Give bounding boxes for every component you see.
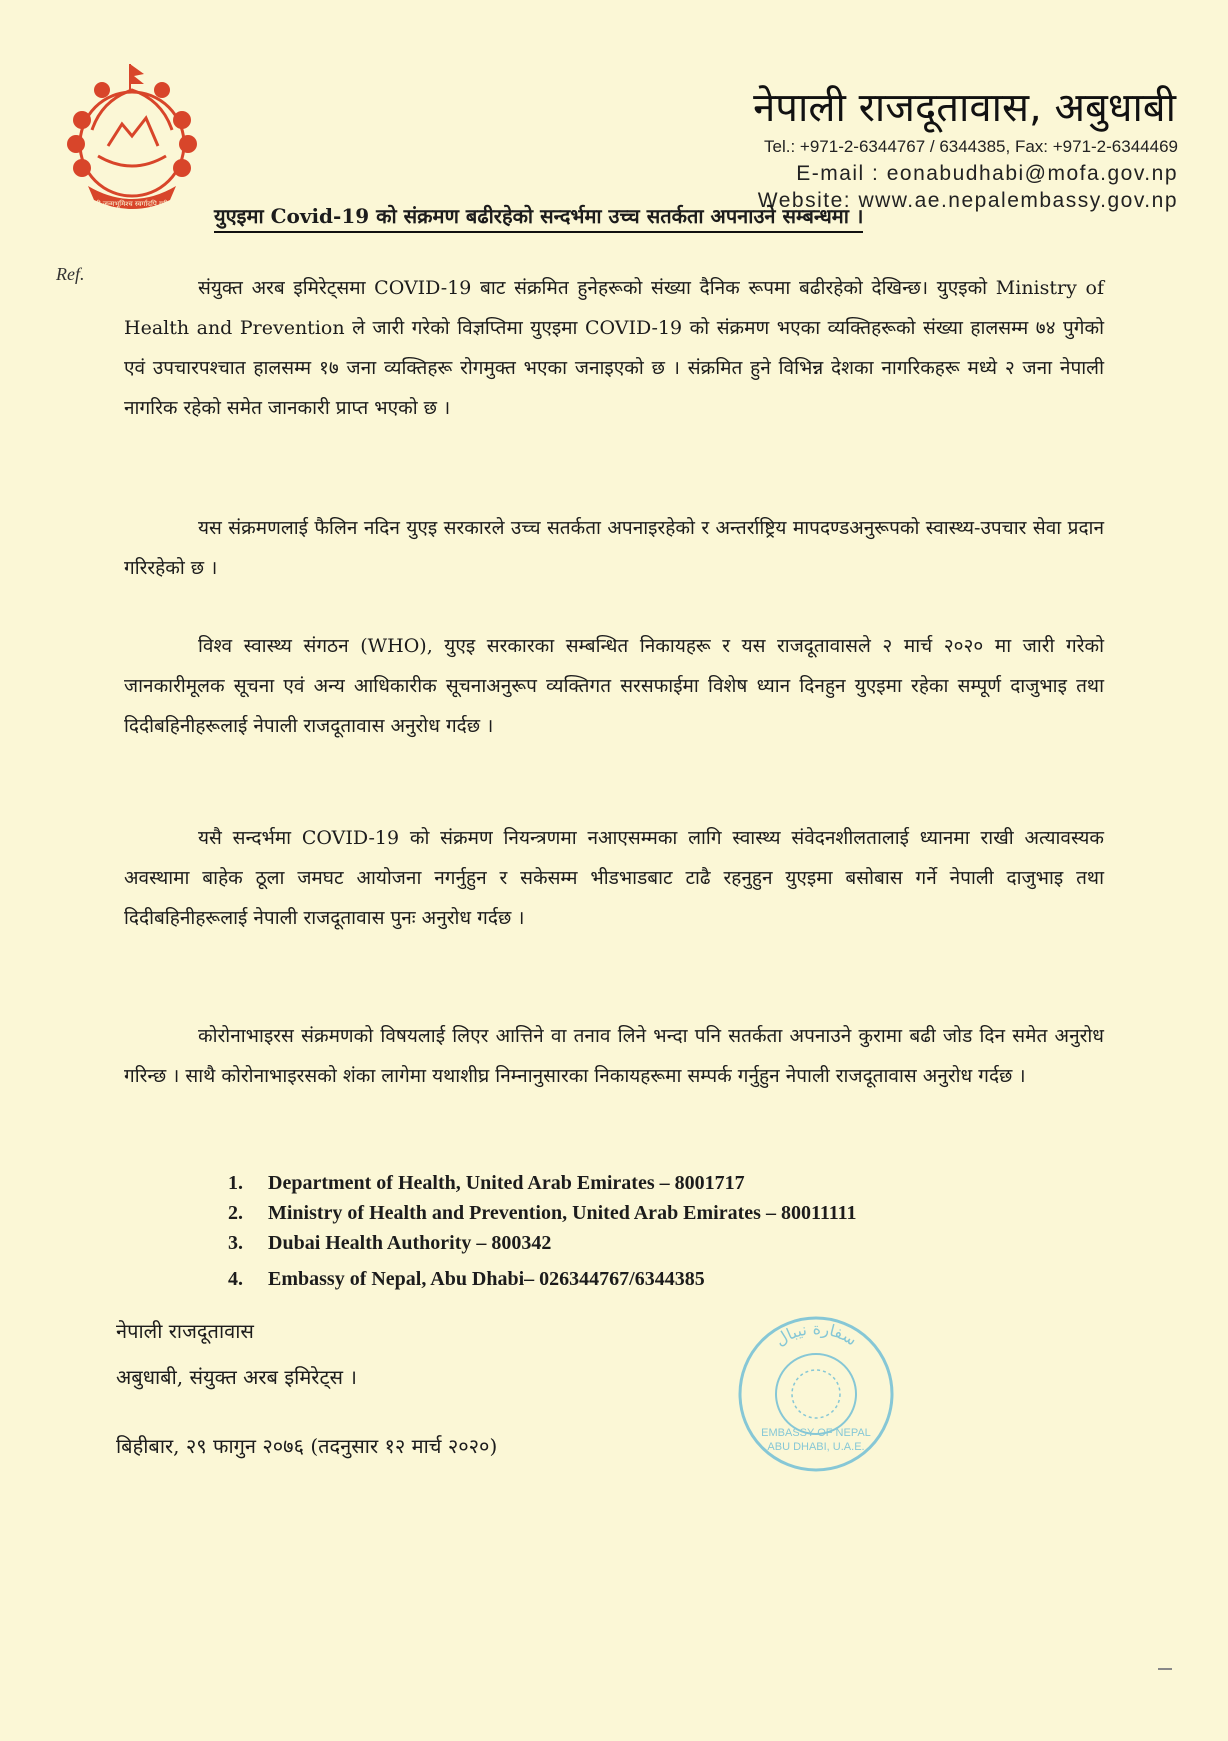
email-address: E-mail : eonabudhabi@mofa.gov.np	[796, 162, 1178, 185]
corner-mark	[1158, 1668, 1172, 1670]
subject-heading: युएइमा Covid-19 को संक्रमण बढीरहेको सन्दर्भमा उच्च सतर्कता अपनाउने सम्बन्धमा ।	[214, 202, 863, 233]
body-paragraph-4: यसै सन्दर्भमा COVID-19 को संक्रमण नियन्त्रणमा नआएसम्मका लागि स्वास्थ्य संवेदनशीलतालाई ध्यानमा राखी अत्यावस्यक अवस्थामा बाहेक ठूला जमघट आयोजना नगर्नुहुन र सकेसम्म भीडभाडबाट टाढै रहनुहुन युएइमा बसोबास गर्ने नेपाली दाजुभाइ तथा दिदीबहिनीहरूलाई नेपाली राजदूतावास पुनः अनुरोध गर्दछ ।	[124, 827, 1104, 929]
nepal-emblem-icon	[52, 60, 212, 220]
closing-line-2: अबुधाबी, संयुक्त अरब इमिरेट्स ।	[116, 1365, 358, 1389]
embassy-title: नेपाली राजदूतावास, अबुधाबी	[753, 85, 1176, 131]
list-item	[228, 1198, 857, 1228]
emergency-contacts-list	[228, 1168, 857, 1294]
list-item	[228, 1264, 857, 1294]
list-text: Embassy of Nepal, Abu Dhabi– 026344767/6344385	[268, 1268, 705, 1290]
body-paragraph-5: कोरोनाभाइरस संक्रमणको विषयलाई लिएर आत्तिने वा तनाव लिने भन्दा पनि सतर्कता अपनाउने कुरामा बढी जोड दिन समेत अनुरोध गरिन्छ । साथै कोरोनाभाइरसको शंका लागेमा यथाशीघ्र निम्नानुसारका निकायहरूमा सम्पर्क गर्नुहुन नेपाली राजदूतावास अनुरोध गर्दछ ।	[124, 1025, 1104, 1087]
list-text: Department of Health, United Arab Emirates – 8001717	[268, 1172, 745, 1194]
list-number: 1.	[228, 1172, 243, 1194]
list-text: Dubai Health Authority – 800342	[268, 1232, 552, 1254]
stamp-english-text-2: ABU DHABI, U.A.E.	[767, 1441, 865, 1453]
stamp-arabic-text: سفارة نيبال	[771, 1318, 861, 1350]
embassy-stamp-icon	[732, 1310, 900, 1478]
body-paragraph-1: संयुक्त अरब इमिरेट्‌समा COVID-19 बाट संक्रमित हुनेहरूको संख्या दैनिक रूपमा बढीरहेको देखिन्छ। युएइको Ministry of Health and Prevention ले जारी गरेको विज्ञप्तिमा युएइमा COVID-19 को संक्रमण भएका व्यक्तिहरूको संख्या हालसम्म ७४ पुगेको एवं उपचारपश्चात हालसम्म १७ जना व्यक्तिहरू रोगमुक्त भएका जनाइएको छ । संक्रमित हुने विभिन्न देशका नागरिकहरू मध्ये २ जना नेपाली नागरिक रहेको समेत जानकारी प्राप्त भएको छ ।	[124, 277, 1104, 419]
list-text: Ministry of Health and Prevention, United Arab Emirates – 80011111	[268, 1202, 857, 1224]
website-address: Website: www.ae.nepalembassy.gov.np	[757, 189, 1178, 212]
list-number: 2.	[228, 1202, 243, 1224]
list-number: 4.	[228, 1268, 243, 1290]
closing-line-1: नेपाली राजदूतावास	[116, 1319, 254, 1343]
list-item	[228, 1228, 857, 1258]
body-paragraph-3: विश्व स्वास्थ्य संगठन (WHO), युएइ सरकारका सम्बन्धित निकायहरू र यस राजदूतावासले २ मार्च २०२० मा जारी गरेको जानकारीमूलक सूचना एवं अन्य आधिकारीक सूचनाअनुरूप व्यक्तिगत सरसफाईमा विशेष ध्यान दिनहुन युएइमा रहेका सम्पूर्ण दाजुभाइ तथा दिदीबहिनीहरूलाई नेपाली राजदूतावास अनुरोध गर्दछ ।	[124, 635, 1104, 737]
list-number: 3.	[228, 1232, 243, 1254]
emblem-motto: जननी जन्मभूमिश्च स्वर्गादपि गरीयसी	[85, 200, 179, 208]
list-item	[228, 1168, 857, 1198]
ref-label: Ref.	[56, 264, 85, 284]
stamp-english-text-1: EMBASSY OF NEPAL	[761, 1427, 871, 1439]
date-line: बिहीबार, २९ फागुन २०७६ (तदनुसार १२ मार्च २०२०)	[116, 1434, 498, 1458]
telephone-fax: Tel.: +971-2-6344767 / 6344385, Fax: +971-2-6344469	[764, 137, 1178, 156]
signature-block	[116, 1308, 357, 1400]
body-paragraph-2: यस संक्रमणलाई फैलिन नदिन युएइ सरकारले उच्च सतर्कता अपनाइरहेको र अन्तर्राष्ट्रिय मापदण्डअनुरूपको स्वास्थ्य-उपचार सेवा प्रदान गरिरहेको छ ।	[124, 517, 1104, 579]
